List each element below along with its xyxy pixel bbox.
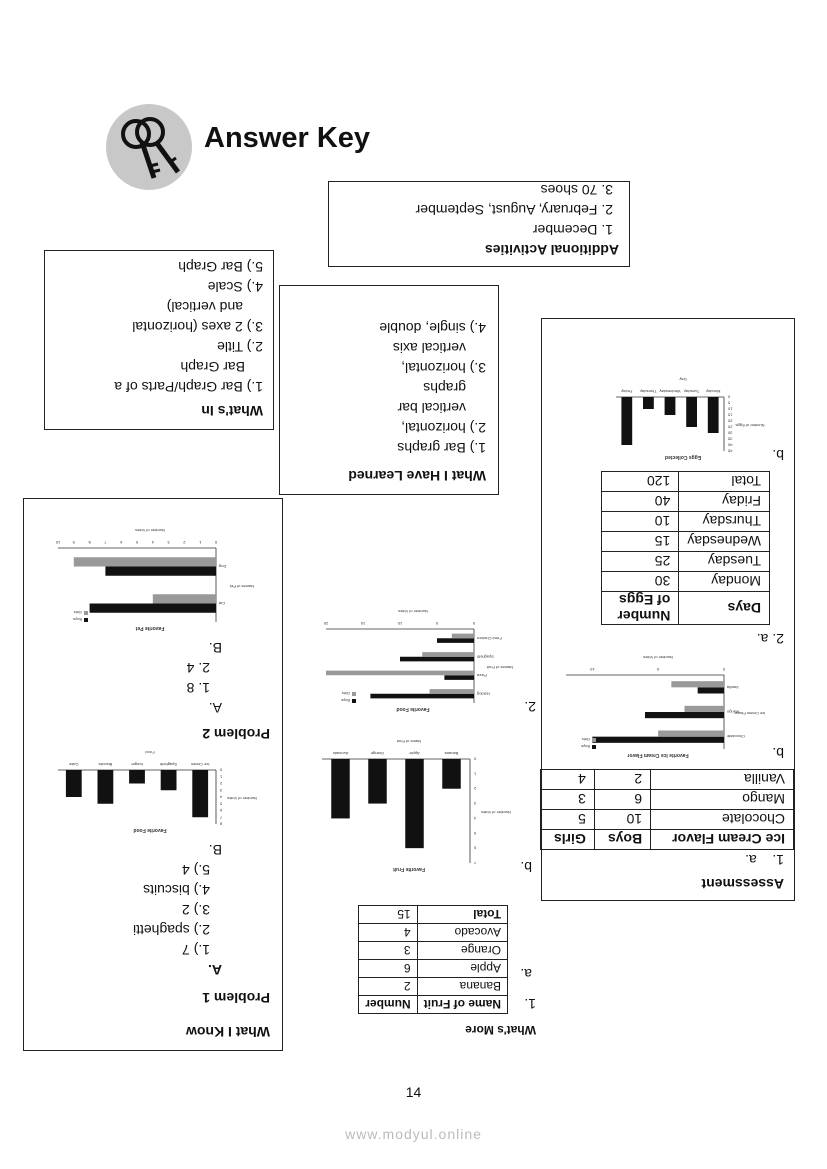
chart-bar xyxy=(368,759,387,804)
p2-answer: 2. 4 xyxy=(186,660,210,676)
assessment-box xyxy=(541,318,795,901)
legend-label: Girls xyxy=(341,691,350,696)
chart-y-tick: 5 xyxy=(728,400,731,406)
td: Banana xyxy=(417,978,507,996)
chart-bar xyxy=(422,652,474,657)
chart-tick-label: Tuesday xyxy=(683,389,700,394)
chart-ylabel: Ice Cream Flavor xyxy=(734,711,766,716)
p2-answer: 1. 8 xyxy=(186,680,210,696)
wm-b-label: b. xyxy=(520,859,532,875)
th: Days xyxy=(679,592,770,625)
chart-x-tick: 5 xyxy=(435,621,439,626)
key-icon xyxy=(106,104,192,190)
chart-bar xyxy=(430,689,474,694)
chart-y-tick: 0 xyxy=(728,394,731,400)
chart-ylabel: Names of Fruit xyxy=(486,665,514,670)
chart-x-tick: 3 xyxy=(167,540,170,545)
eggs-chart xyxy=(608,375,765,465)
chart-tick-label: Apple xyxy=(409,751,420,756)
chart-ylabel: Number of Votes xyxy=(481,810,511,815)
legend-label: Boys xyxy=(73,617,82,622)
chart-bar xyxy=(331,759,350,818)
chart-tick-label: Hotdog xyxy=(477,691,490,697)
td: 10 xyxy=(602,512,679,532)
td: Tuesday xyxy=(679,552,770,572)
chart-tick-label: Friday xyxy=(621,389,633,394)
chart-y-tick: 6 xyxy=(220,808,223,813)
chart-y-tick: 2 xyxy=(220,781,223,786)
chart-x-tick: 10 xyxy=(397,621,403,626)
wik-title: What I Know xyxy=(186,1024,270,1040)
chart-tick-label: Pizza xyxy=(477,672,487,678)
td: Monday xyxy=(679,572,770,592)
td: Total xyxy=(679,472,770,492)
additional-activities-box xyxy=(328,181,630,267)
wi-line: 5.) Bar Graph xyxy=(178,259,263,275)
td: 15 xyxy=(359,906,417,924)
aa-line: 3. 70 shoes xyxy=(540,182,613,198)
wihl-title: What I Have Learned xyxy=(348,468,486,484)
chart-bar xyxy=(686,397,697,427)
chart-xlabel: Name of Fruit xyxy=(396,739,422,744)
chart-x-tick: 2 xyxy=(183,540,186,545)
legend-swatch xyxy=(592,745,596,749)
chart-bar xyxy=(645,712,724,718)
th: Name of Fruit xyxy=(417,996,507,1014)
what-i-have-learned-box xyxy=(279,285,499,495)
chart-bar xyxy=(437,638,474,643)
chart-tick-label: Cat xyxy=(219,601,226,606)
chart-bar xyxy=(452,634,474,639)
favorite-food-chart xyxy=(50,748,257,838)
th: Number xyxy=(359,996,417,1014)
td: 10 xyxy=(594,810,650,830)
chart-bar xyxy=(129,770,145,784)
chart-y-tick: 3 xyxy=(474,801,477,807)
td: 25 xyxy=(602,552,679,572)
td: Orange xyxy=(417,942,507,960)
chart-tick-label: Dog xyxy=(219,564,227,569)
wihl-line: 4.) single, double xyxy=(379,320,486,336)
chart-y-tick: 7 xyxy=(474,860,477,866)
chart-title: Favorite Food xyxy=(133,827,167,833)
ice-cream-table xyxy=(540,769,794,850)
chart-bar xyxy=(671,681,724,687)
chart-bar xyxy=(161,770,177,790)
legend-label: Boys xyxy=(581,744,590,749)
chart-title: Eggs Collected xyxy=(664,454,702,460)
chart-y-tick: 30 xyxy=(728,430,733,436)
chart-tick-label: Orange xyxy=(370,751,385,756)
page-title: Answer Key xyxy=(204,122,371,154)
chart-y-tick: 7 xyxy=(220,814,223,820)
chart-tick-label: Ice Cream xyxy=(190,762,210,767)
chart-x-tick: 0 xyxy=(472,621,476,626)
chart-y-tick: 15 xyxy=(728,412,733,418)
wik-b-label: B. xyxy=(208,842,222,858)
td: Apple xyxy=(417,960,507,978)
legend-swatch xyxy=(352,692,356,696)
chart-y-tick: 2 xyxy=(474,786,477,792)
chart-y-tick: 40 xyxy=(728,442,733,448)
chart-bar xyxy=(98,770,114,804)
legend-swatch xyxy=(84,611,88,615)
chart-tick-label: Spaghetti xyxy=(477,654,494,660)
chart-x-tick: 10 xyxy=(590,667,595,672)
chart-bar xyxy=(66,770,82,797)
wm-a-label: a. xyxy=(520,966,532,982)
td: 30 xyxy=(602,572,679,592)
chart-title: Favorite Fruit xyxy=(393,866,425,872)
td: Total xyxy=(417,906,507,924)
legend-swatch xyxy=(352,699,356,703)
chart-y-tick: 0 xyxy=(220,767,223,773)
wi-line: 4.) Scale xyxy=(207,279,263,295)
wihl-line: vertical axis xyxy=(392,340,466,356)
problem2-title: Problem 2 xyxy=(202,726,270,742)
chart-y-tick: 4 xyxy=(474,815,477,821)
chart-x-tick: 0 xyxy=(214,540,218,545)
chart-bar xyxy=(90,604,216,613)
wihl-line: 1.) Bar graphs xyxy=(397,440,486,456)
chart-x-tick: 5 xyxy=(657,667,660,672)
wik-answer: 4.) biscuits xyxy=(143,882,210,898)
chart-tick-label: Avocado xyxy=(332,751,349,756)
td: Avocado xyxy=(417,924,507,942)
wi-line: Bar Graph xyxy=(180,359,245,375)
legend-swatch xyxy=(592,738,596,742)
as-num1 xyxy=(552,850,784,870)
chart-y-tick: 35 xyxy=(728,436,733,442)
chart-title: Favorite Pet xyxy=(135,625,165,631)
fruit-table xyxy=(358,905,508,1014)
legend-label: Girls xyxy=(73,610,82,615)
th: Number of Eggs xyxy=(602,592,679,625)
what-i-know-box xyxy=(23,498,283,1051)
chart-xlabel: Number of Votes xyxy=(398,609,428,614)
chart-y-tick: 3 xyxy=(220,787,223,793)
chart-bar xyxy=(685,706,725,712)
td: 2 xyxy=(594,770,650,790)
chart-bar xyxy=(444,675,474,680)
chart-bar xyxy=(643,397,654,409)
legend-label: Boys xyxy=(341,698,350,703)
chart-bar xyxy=(192,770,208,817)
chart-tick-label: Chocolate xyxy=(727,734,746,740)
favorite-fruit-chart xyxy=(314,737,511,877)
whats-more-title: What's More xyxy=(465,1023,536,1037)
td: 3 xyxy=(359,942,417,960)
chart-y-tick: 4 xyxy=(220,794,223,800)
chart-x-tick: 15 xyxy=(360,621,366,626)
td: 120 xyxy=(602,472,679,492)
whats-in-box xyxy=(44,250,274,430)
wi-line: 2.) Title xyxy=(217,339,263,355)
chart-y-tick: 0 xyxy=(474,756,477,762)
td: Wednesday xyxy=(679,532,770,552)
whats-in-title: What's In xyxy=(201,403,263,419)
wi-line: and vertical) xyxy=(166,299,243,315)
chart-tick-label: Vanilla xyxy=(727,684,739,690)
favorite-food-hbar-chart xyxy=(318,607,514,717)
p2-a-label: A. xyxy=(208,700,222,716)
aa-line: 2. February, August, September xyxy=(415,202,613,218)
chart-tick-label: burger xyxy=(131,762,143,767)
chart-bar xyxy=(698,687,724,693)
chart-tick-label: Cake xyxy=(69,762,79,767)
wm-num1: 1. xyxy=(524,996,536,1012)
chart-xlabel: Day xyxy=(679,377,687,382)
chart-bar xyxy=(326,671,474,676)
aa-line: 1. December xyxy=(532,222,613,238)
td: 3 xyxy=(541,790,595,810)
wik-answer: 2.) spaghetti xyxy=(132,922,210,938)
td: 6 xyxy=(594,790,650,810)
th: Boys xyxy=(594,830,650,850)
as-num1-text: 1. xyxy=(772,852,784,868)
legend-swatch xyxy=(84,618,88,622)
wihl-line: 3.) horizontal, xyxy=(401,360,486,376)
chart-xlabel: Number of Votes xyxy=(643,655,673,660)
chart-bar xyxy=(105,567,216,576)
chart-y-tick: 45 xyxy=(728,448,733,454)
wik-answer: 5.) 4 xyxy=(181,862,210,878)
chart-bar xyxy=(592,737,724,743)
td: Mango xyxy=(651,790,794,810)
chart-x-tick: 8 xyxy=(88,540,91,545)
chart-y-tick: 1 xyxy=(474,771,477,777)
td: Chocolate xyxy=(651,810,794,830)
ice-cream-chart xyxy=(558,653,766,763)
chart-y-tick: 1 xyxy=(220,774,223,780)
td: Vanilla xyxy=(651,770,794,790)
chart-bar xyxy=(621,397,632,445)
chart-tick-label: Monday xyxy=(706,389,721,394)
wik-answer: 3.) 2 xyxy=(181,902,210,918)
chart-x-tick: 9 xyxy=(72,540,75,545)
chart-tick-label: Wednesday xyxy=(659,389,681,394)
wm-num2: 2. xyxy=(524,699,536,715)
whats-more-section xyxy=(300,520,536,1040)
td: Thursday xyxy=(679,512,770,532)
favorite-pet-chart xyxy=(50,526,255,636)
as-b2-label: b. xyxy=(772,447,784,463)
chart-tick-label: Fried Chicken xyxy=(477,635,502,641)
chart-x-tick: 1 xyxy=(199,540,202,545)
chart-title: Favorite Food xyxy=(396,706,430,712)
chart-xlabel: Number of Votes xyxy=(135,528,165,533)
chart-y-tick: 20 xyxy=(728,418,733,424)
as-b-label: b. xyxy=(772,745,784,761)
wik-answer: 1.) 7 xyxy=(181,942,210,958)
chart-bar xyxy=(153,594,216,603)
td: 4 xyxy=(541,770,595,790)
td: 5 xyxy=(541,810,595,830)
chart-ylabel: Names of Pet xyxy=(229,584,255,589)
chart-y-tick: 5 xyxy=(220,801,223,807)
chart-tick-label: Biscuits xyxy=(98,762,113,767)
eggs-table xyxy=(601,471,770,625)
chart-x-tick: 4 xyxy=(151,540,154,545)
chart-bar xyxy=(665,397,676,415)
chart-x-tick: 6 xyxy=(120,540,123,545)
chart-bar xyxy=(708,397,719,433)
th: Girls xyxy=(541,830,595,850)
chart-tick-label: Banana xyxy=(444,751,459,756)
chart-bar xyxy=(74,557,216,566)
chart-ylabel: Number of Eggs xyxy=(735,423,765,428)
wik-a-label: A. xyxy=(208,962,222,978)
chart-bar xyxy=(658,731,724,737)
chart-bar xyxy=(405,759,424,848)
problem1-title: Problem 1 xyxy=(202,990,270,1006)
watermark: www.modyul.online xyxy=(345,1126,482,1142)
wihl-line: vertical bar xyxy=(397,400,466,416)
chart-x-tick: 5 xyxy=(135,540,139,545)
chart-bar xyxy=(400,657,474,662)
chart-ylabel: Number of Votes xyxy=(227,796,257,801)
chart-tick-label: Spaghetti xyxy=(160,762,178,767)
as-num2a: 2. a. xyxy=(756,631,784,647)
chart-xlabel: Food xyxy=(145,750,155,755)
td: 15 xyxy=(602,532,679,552)
additional-activities-title: Additional Activities xyxy=(484,242,619,258)
chart-tick-label: Thursday xyxy=(640,389,657,394)
chart-y-tick: 8 xyxy=(220,821,223,827)
chart-bar xyxy=(442,759,461,789)
chart-y-tick: 5 xyxy=(474,830,477,836)
chart-y-tick: 6 xyxy=(474,845,477,851)
td: 6 xyxy=(359,960,417,978)
td: 40 xyxy=(602,492,679,512)
as-a-label: a. xyxy=(745,852,757,868)
page-number: 14 xyxy=(405,1084,422,1100)
td: Friday xyxy=(679,492,770,512)
assessment-title: Assessment xyxy=(701,876,784,892)
wi-line: 1.) Bar Graph/Parts of a xyxy=(114,379,263,395)
td: 4 xyxy=(359,924,417,942)
chart-x-tick: 7 xyxy=(104,540,107,545)
legend-label: Girls xyxy=(581,737,590,742)
td: 2 xyxy=(359,978,417,996)
chart-bar xyxy=(370,694,474,699)
wihl-line: graphs xyxy=(423,380,466,396)
th: Ice Cream Flavor xyxy=(651,830,794,850)
chart-y-tick: 10 xyxy=(728,406,733,412)
chart-x-tick: 0 xyxy=(722,667,726,672)
wi-line: 3.) 2 axes (horizontal xyxy=(132,319,263,335)
chart-title: Favorite Ice Cream Flavor xyxy=(627,752,689,758)
chart-tick-label: Mango xyxy=(727,709,740,715)
chart-x-tick: 20 xyxy=(323,621,329,626)
chart-x-tick: 10 xyxy=(55,540,61,545)
chart-y-tick: 25 xyxy=(728,424,733,430)
wihl-line: 2.) horizontal, xyxy=(401,420,486,436)
p2-b-label: B. xyxy=(208,640,222,656)
